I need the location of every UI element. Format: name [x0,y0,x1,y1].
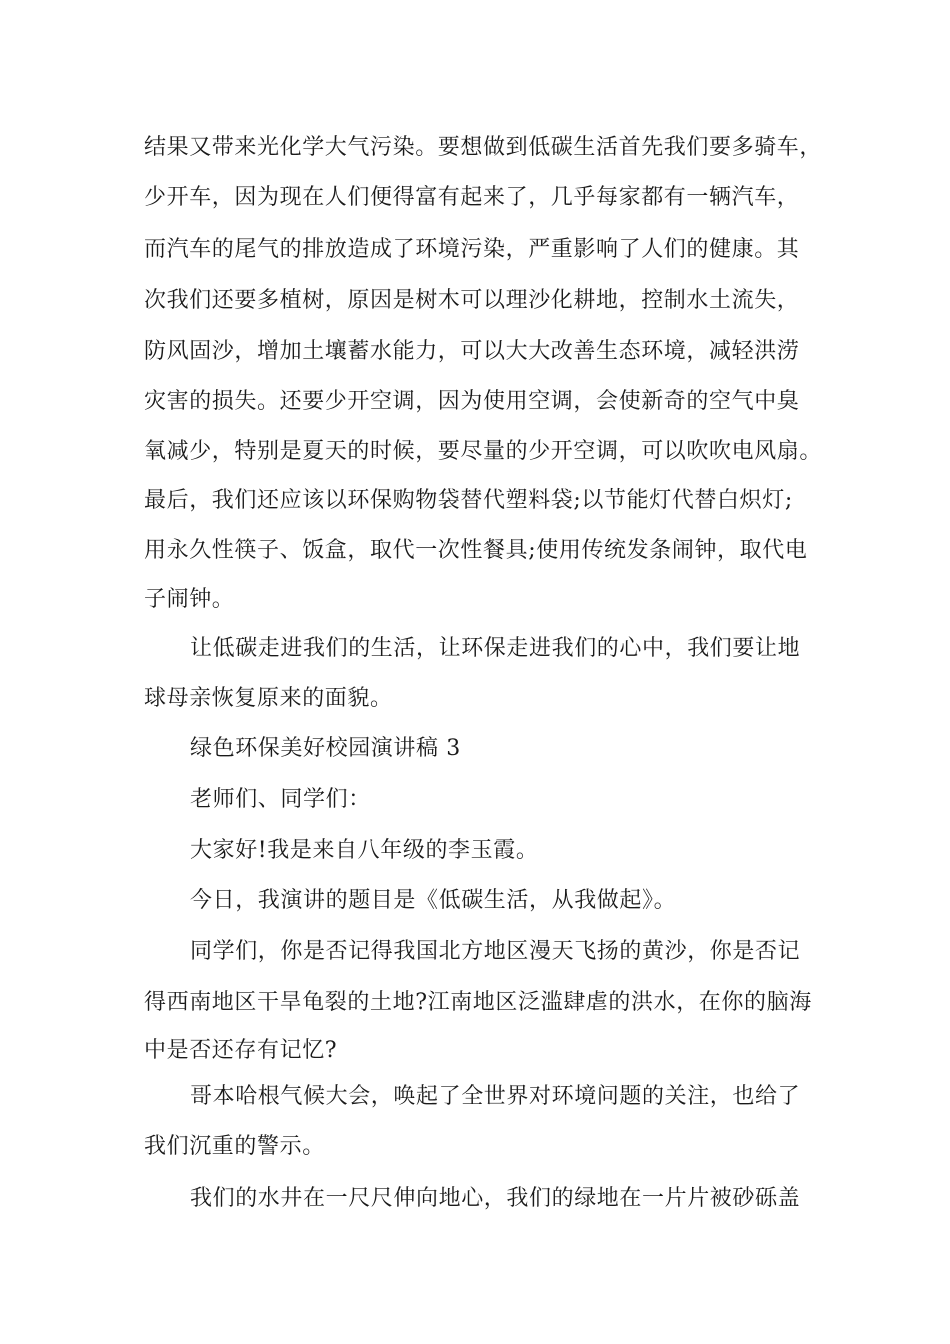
text-line: 得西南地区干旱龟裂的土地?江南地区泛滥肆虐的洪水，在你的脑海 [144,990,812,1015]
text-line: 用永久性筷子、饭盒，取代一次性餐具;使用传统发条闹钟，取代电 [144,538,808,563]
text-line: 防风固沙，增加土壤蓄水能力，可以大大改善生态环境，减轻洪涝 [144,339,800,364]
text-line: 子闹钟。 [144,587,235,612]
text-line: 同学们，你是否记得我国北方地区漫天飞扬的黄沙，你是否记 [190,939,801,964]
text-line: 氧减少，特别是夏天的时候，要尽量的少开空调，可以吹吹电风扇。 [144,439,823,464]
text-line: 中是否还存有记忆? [144,1038,338,1063]
text-line: 而汽车的尾气的排放造成了环境污染，严重影响了人们的健康。其 [144,237,800,262]
text-line: 大家好!我是来自八年级的李玉霞。 [190,838,539,863]
text-line: 我们的水井在一尺尺伸向地心，我们的绿地在一片片被砂砾盖 [190,1186,801,1211]
text-line: 哥本哈根气候大会，唤起了全世界对环境问题的关注，也给了 [190,1084,801,1109]
text-line: 球母亲恢复原来的面貌。 [144,686,393,711]
text-line: 灾害的损失。还要少开空调，因为使用空调，会使新奇的空气中臭 [144,389,800,414]
text-line: 结果又带来光化学大气污染。要想做到低碳生活首先我们要多骑车， [144,135,823,160]
text-line: 今日，我演讲的题目是《低碳生活，从我做起》。 [190,888,677,913]
text-line: 次我们还要多植树，原因是树木可以理沙化耕地，控制水土流失， [144,288,800,313]
text-line: 让低碳走进我们的生活，让环保走进我们的心中，我们要让地 [190,636,801,661]
salutation: 老师们、同学们： [190,787,371,812]
text-line: 我们沉重的警示。 [144,1134,325,1159]
text-line: 最后，我们还应该以环保购物袋替代塑料袋;以节能灯代替白炽灯; [144,488,793,513]
text-line: 少开车，因为现在人们便得富有起来了，几乎每家都有一辆汽车， [144,185,800,210]
section-heading: 绿色环保美好校园演讲稿 3 [190,736,461,761]
